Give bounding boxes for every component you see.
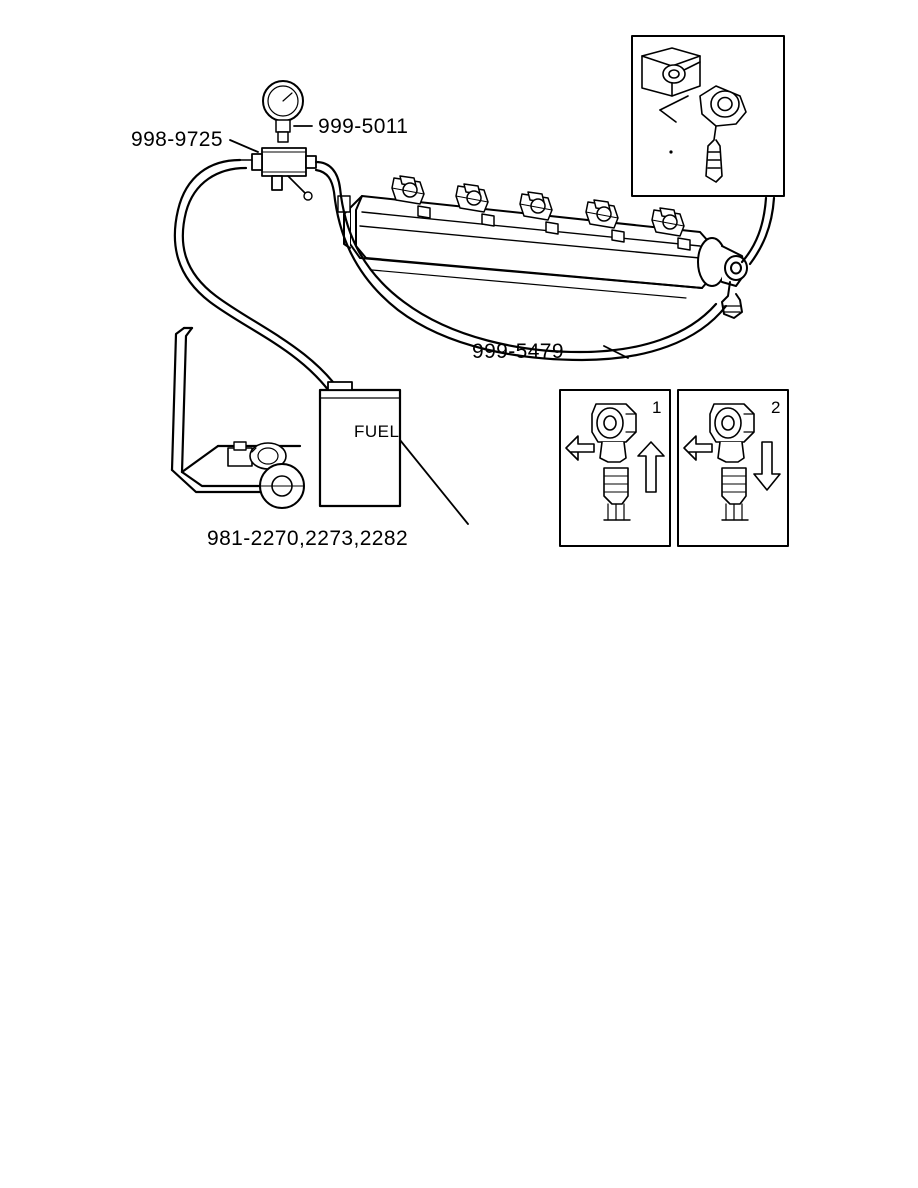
callout-step-2: 2 <box>771 398 781 417</box>
label-pressure-gauge: 999-5011 <box>318 115 409 138</box>
pressure-gauge <box>263 81 303 142</box>
label-gauge-adapter: 998-9725 <box>131 128 223 151</box>
inset-connector-detail <box>632 36 784 196</box>
callout-step-1: 1 <box>652 398 662 417</box>
fuel-cart <box>172 328 468 524</box>
fuel-rail-assembly <box>338 176 747 318</box>
label-fuel-hose: 999-5479 <box>472 340 564 363</box>
fuel-tank-text: FUEL <box>354 422 400 441</box>
gauge-adapter-block <box>240 148 316 200</box>
label-fuel-cart: 981-2270,2273,2282 <box>207 527 409 550</box>
